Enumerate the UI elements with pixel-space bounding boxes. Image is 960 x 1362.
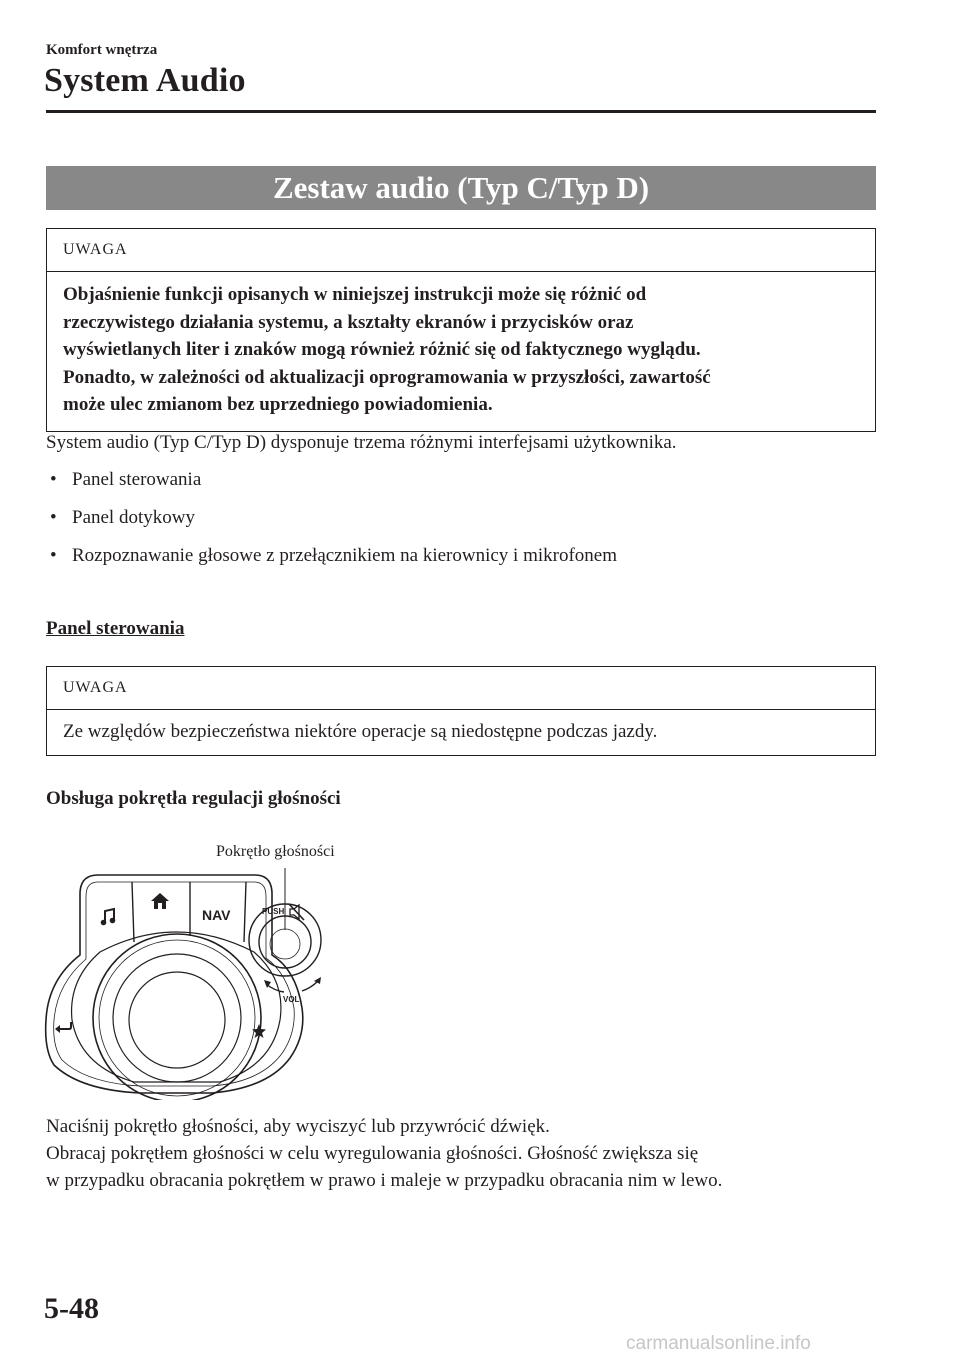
page-number: 5-48 — [44, 1292, 99, 1325]
note-label: UWAGA — [47, 667, 875, 710]
list-item — [46, 467, 876, 505]
nav-button-label: NAV — [202, 907, 231, 923]
body-line: Naciśnij pokrętło głośności, aby wyciszyć lub przywrócić dźwięk. — [46, 1116, 550, 1137]
home-icon — [151, 893, 169, 909]
note-line: Ze względów bezpieczeństwa niektóre operacje są niedostępne podczas jazdy. — [63, 721, 658, 742]
note-body — [47, 272, 875, 431]
section-banner: Zestaw audio (Typ C/Typ D) — [46, 166, 876, 210]
bullet-dot: • — [50, 545, 57, 566]
note-line: może ulec zmianom bez uprzedniego powiadomienia. — [63, 394, 493, 415]
console-base-inner-outline — [54, 882, 295, 1086]
vol-label: VOL — [283, 995, 300, 1004]
note-box-general — [46, 228, 876, 432]
commander-control-figure — [40, 860, 370, 1100]
back-icon — [55, 1022, 71, 1033]
note-line: Ponadto, w zależności od aktualizacji oprogramowania w przyszłości, zawartość — [63, 366, 711, 388]
note-label: UWAGA — [47, 229, 875, 272]
subsection-heading: Panel sterowania — [46, 618, 185, 639]
vol-right-arrow — [302, 981, 318, 991]
commander-knob-middle — [113, 954, 241, 1082]
interface-list — [46, 467, 876, 581]
list-item — [46, 543, 876, 581]
body-paragraph — [46, 1113, 722, 1194]
button-divider — [244, 882, 246, 942]
note-line: rzeczywistego działania systemu, a kształty ekranów i przycisków oraz — [63, 311, 634, 333]
body-line: Obracaj pokrętłem głośności w celu wyregulowania głośności. Głośność zwiększa się — [46, 1143, 699, 1164]
section-kicker: Komfort wnętrza — [46, 42, 158, 58]
list-item-text: Rozpoznawanie głosowe z przełącznikiem na kierownicy i mikrofonem — [72, 545, 617, 566]
figure-callout-label: Pokrętło głośności — [216, 843, 335, 860]
commander-knob-outer — [93, 934, 261, 1100]
list-item-text: Panel dotykowy — [72, 507, 195, 528]
title-rule — [46, 110, 876, 113]
note-box-safety — [46, 666, 876, 756]
mute-icon — [289, 904, 304, 920]
procedure-heading: Obsługa pokrętła regulacji głośności — [46, 788, 341, 809]
page-title: System Audio — [44, 62, 246, 99]
commander-knob-center — [129, 972, 225, 1068]
push-label: PUSH — [262, 907, 285, 916]
watermark: carmanualsonline.info — [626, 1333, 811, 1354]
volume-knob-inner — [270, 929, 300, 959]
body-line: w przypadku obracania pokrętłem w prawo i maleje w przypadku obracania nim w lewo. — [46, 1170, 723, 1191]
note-body — [47, 710, 875, 755]
intro-paragraph: System audio (Typ C/Typ D) dysponuje trzema różnymi interfejsami użytkownika. — [46, 432, 677, 453]
bullet-dot: • — [50, 469, 57, 490]
list-item-text: Panel sterowania — [72, 469, 202, 490]
commander-knob-groove — [99, 940, 255, 1096]
music-icon — [101, 909, 116, 925]
bullet-dot: • — [50, 507, 57, 528]
note-line: Objaśnienie funkcji opisanych w niniejszej instrukcji może się różnić od — [63, 284, 647, 305]
list-item — [46, 505, 876, 543]
button-divider — [132, 882, 134, 942]
note-line: wyświetlanych liter i znaków mogą również różnić się od faktycznego wyglądu. — [63, 339, 701, 360]
